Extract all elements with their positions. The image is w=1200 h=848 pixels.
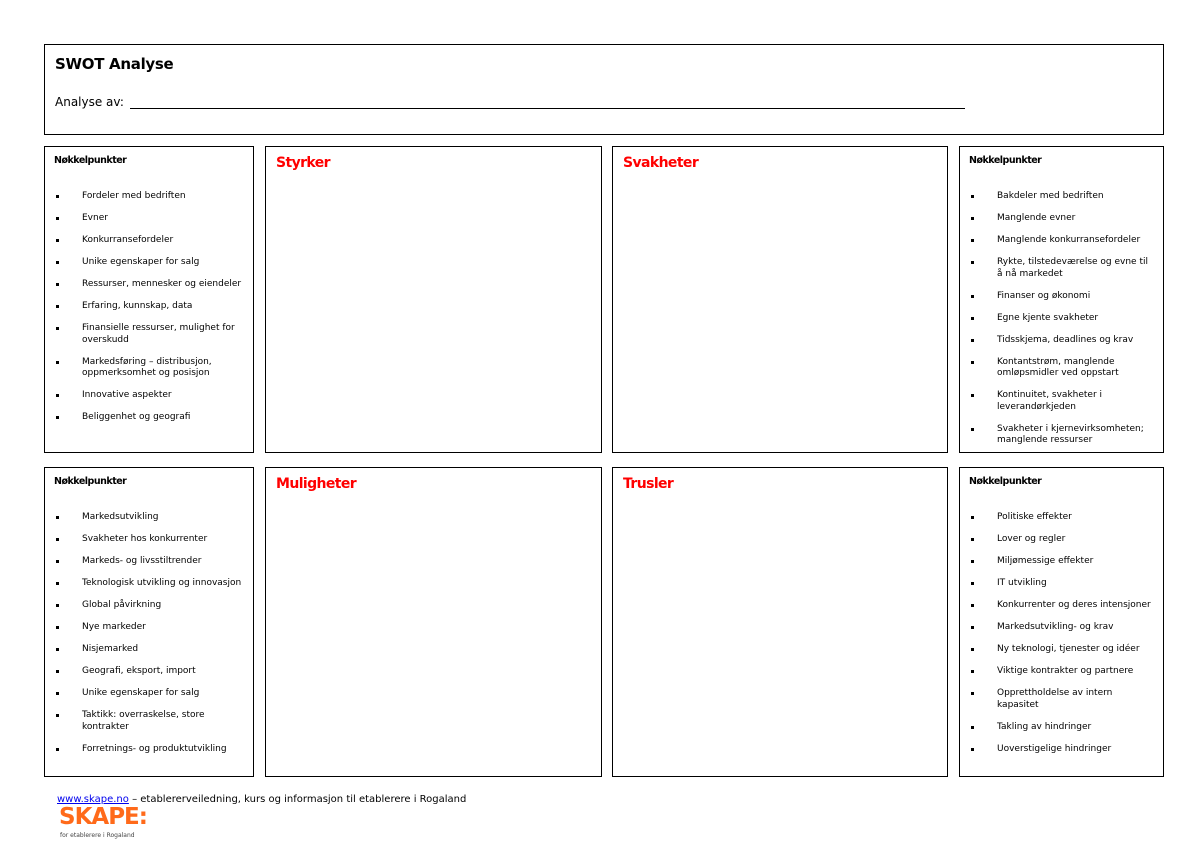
key-point-item [969, 313, 1155, 325]
key-point-item [54, 622, 245, 634]
key-points-title: Nøkkelpunkter [54, 476, 127, 487]
skape-logo-subtitle: for etablerere i Rogaland [60, 832, 135, 839]
bullet-icon [56, 560, 59, 563]
key-point-text: Geografi, eksport, import [82, 666, 196, 676]
key-point-item [54, 644, 245, 656]
strength-points-list [54, 191, 245, 424]
key-point-item [969, 600, 1155, 612]
key-point-item [969, 666, 1155, 678]
key-point-text: Manglende konkurransefordeler [997, 235, 1141, 245]
key-point-text: Beliggenhet og geografi [82, 412, 191, 422]
key-point-item [54, 357, 245, 380]
key-point-text: Rykte, tilstedeværelse og evne til å nå markedet [997, 257, 1148, 279]
key-points-weaknesses [959, 146, 1164, 453]
key-point-item [54, 191, 245, 203]
key-point-text: Unike egenskaper for salg [82, 257, 200, 267]
bullet-icon [56, 714, 59, 717]
bullet-icon [56, 670, 59, 673]
opportunities-title: Muligheter [276, 476, 357, 492]
strengths-title: Styrker [276, 155, 330, 171]
key-point-text: Unike egenskaper for salg [82, 688, 200, 698]
key-point-item [54, 323, 245, 346]
key-point-text: Markedsutvikling [82, 512, 159, 522]
key-point-text: Ny teknologi, tjenester og idéer [997, 644, 1140, 654]
key-point-item [54, 710, 245, 733]
key-point-item [54, 534, 245, 546]
weakness-points-list [969, 191, 1155, 447]
key-point-item [969, 644, 1155, 656]
key-point-item [969, 622, 1155, 634]
key-point-text: Uoverstigelige hindringer [997, 743, 1112, 754]
bullet-icon [56, 261, 59, 264]
key-point-text: Takling av hindringer [997, 721, 1092, 732]
key-point-text: Innovative aspekter [82, 390, 172, 400]
key-point-text: Markedsføring – distribusjon, oppmerksomhet og posisjon [82, 356, 212, 378]
bullet-icon [56, 239, 59, 242]
key-point-item [969, 424, 1155, 447]
bullet-icon [971, 748, 974, 751]
bullet-icon [971, 582, 974, 585]
key-point-item [54, 301, 245, 313]
bullet-icon [56, 604, 59, 607]
bullet-icon [971, 295, 974, 298]
key-point-item [54, 600, 245, 612]
bullet-icon [971, 394, 974, 397]
key-point-item [54, 412, 245, 424]
key-point-text: Finanser og økonomi [997, 290, 1091, 301]
bullet-icon [56, 327, 59, 330]
key-point-text: Global påvirkning [82, 600, 162, 610]
key-points-strengths [44, 146, 254, 453]
bullet-icon [56, 748, 59, 751]
key-point-text: Manglende evner [997, 213, 1076, 223]
bullet-icon [56, 538, 59, 541]
key-point-text: Teknologisk utvikling og innovasjon [82, 578, 242, 588]
key-point-text: Kontantstrøm, manglende omløpsmidler ved oppstart [997, 356, 1119, 378]
key-point-item [54, 578, 245, 590]
bullet-icon [971, 317, 974, 320]
bullet-icon [971, 538, 974, 541]
key-point-item [54, 279, 245, 291]
analyse-input-line[interactable] [130, 96, 965, 109]
bullet-icon [56, 692, 59, 695]
key-point-item [969, 722, 1155, 734]
key-point-text: Svakheter i kjernevirksomheten; manglende ressurser [997, 423, 1144, 445]
key-point-item [54, 744, 245, 756]
key-point-text: Ressurser, mennesker og eiendeler [82, 279, 242, 289]
bullet-icon [971, 692, 974, 695]
bullet-icon [56, 582, 59, 585]
skape-logo: SKAPE: [59, 804, 147, 830]
key-point-text: Markedsutvikling- og krav [997, 622, 1114, 632]
analyse-label: Analyse av: [55, 95, 124, 109]
key-point-item [54, 512, 245, 524]
key-point-item [969, 213, 1155, 225]
bullet-icon [56, 516, 59, 519]
strengths-box[interactable] [265, 146, 602, 453]
bullet-icon [56, 416, 59, 419]
key-points-threats [959, 467, 1164, 777]
key-point-text: Egne kjente svakheter [997, 312, 1099, 323]
weaknesses-box[interactable] [612, 146, 948, 453]
bullet-icon [971, 217, 974, 220]
bullet-icon [971, 239, 974, 242]
threats-box[interactable] [612, 467, 948, 777]
bullet-icon [971, 361, 974, 364]
page-title: SWOT Analyse [55, 55, 174, 73]
key-point-item [969, 556, 1155, 568]
key-point-text: Taktikk: overraskelse, store kontrakter [82, 710, 205, 732]
footer-description: – etablererveiledning, kurs og informasjon til etablerere i Rogaland [128, 794, 467, 805]
key-point-text: Finansielle ressurser, mulighet for overskudd [82, 323, 235, 345]
bullet-icon [56, 648, 59, 651]
key-point-item [969, 191, 1155, 203]
key-point-item [969, 744, 1155, 756]
key-point-item [54, 556, 245, 568]
key-points-title: Nøkkelpunkter [54, 155, 127, 166]
skape-link[interactable]: www.skape.no [57, 794, 129, 805]
key-point-item [54, 235, 245, 247]
key-point-text: Markeds- og livsstiltrender [82, 556, 202, 566]
key-point-item [969, 335, 1155, 347]
key-points-title: Nøkkelpunkter [969, 476, 1042, 487]
bullet-icon [971, 560, 974, 563]
key-point-item [969, 390, 1155, 413]
key-point-item [54, 688, 245, 700]
weaknesses-title: Svakheter [623, 155, 699, 171]
key-point-text: Politiske effekter [997, 512, 1072, 522]
analyse-row [55, 95, 965, 109]
key-points-opportunities [44, 467, 254, 777]
threat-points-list [969, 512, 1155, 755]
key-point-text: Forretnings- og produktutvikling [82, 743, 227, 754]
bullet-icon [56, 305, 59, 308]
opportunities-box[interactable] [265, 467, 602, 777]
header-box [44, 44, 1164, 135]
bullet-icon [971, 726, 974, 729]
key-point-text: Konkurransefordeler [82, 235, 174, 245]
opportunity-points-list [54, 512, 245, 755]
key-point-text: Kontinuitet, svakheter i leverandørkjeden [997, 390, 1103, 412]
bullet-icon [971, 261, 974, 264]
key-point-item [969, 512, 1155, 524]
key-point-text: Tidsskjema, deadlines og krav [997, 334, 1134, 345]
key-point-item [969, 534, 1155, 546]
key-point-text: Opprettholdelse av intern kapasitet [997, 688, 1113, 710]
key-point-text: IT utvikling [997, 578, 1047, 588]
bullet-icon [56, 195, 59, 198]
key-point-item [969, 357, 1155, 380]
threats-title: Trusler [623, 476, 674, 492]
bullet-icon [971, 604, 974, 607]
key-point-text: Miljømessige effekter [997, 556, 1094, 566]
key-point-item [54, 257, 245, 269]
bullet-icon [56, 626, 59, 629]
bullet-icon [971, 428, 974, 431]
key-point-item [54, 666, 245, 678]
key-point-item [969, 578, 1155, 590]
bullet-icon [971, 648, 974, 651]
key-point-item [969, 257, 1155, 280]
key-point-text: Konkurrenter og deres intensjoner [997, 600, 1151, 610]
key-point-text: Viktige kontrakter og partnere [997, 666, 1134, 676]
key-point-item [969, 235, 1155, 247]
key-point-text: Lover og regler [997, 534, 1066, 544]
bullet-icon [971, 516, 974, 519]
bullet-icon [971, 626, 974, 629]
key-point-text: Evner [82, 213, 108, 223]
bullet-icon [56, 217, 59, 220]
key-point-text: Svakheter hos konkurrenter [82, 534, 208, 544]
key-point-item [54, 213, 245, 225]
key-points-title: Nøkkelpunkter [969, 155, 1042, 166]
bullet-icon [971, 195, 974, 198]
bullet-icon [971, 670, 974, 673]
bullet-icon [56, 394, 59, 397]
key-point-item [969, 688, 1155, 711]
key-point-text: Erfaring, kunnskap, data [82, 301, 193, 311]
bullet-icon [56, 283, 59, 286]
bullet-icon [971, 339, 974, 342]
key-point-item [54, 390, 245, 402]
key-point-text: Bakdeler med bedriften [997, 191, 1104, 201]
key-point-text: Nye markeder [82, 622, 146, 632]
key-point-text: Nisjemarked [82, 644, 139, 654]
bullet-icon [56, 361, 59, 364]
key-point-item [969, 291, 1155, 303]
key-point-text: Fordeler med bedriften [82, 191, 186, 201]
